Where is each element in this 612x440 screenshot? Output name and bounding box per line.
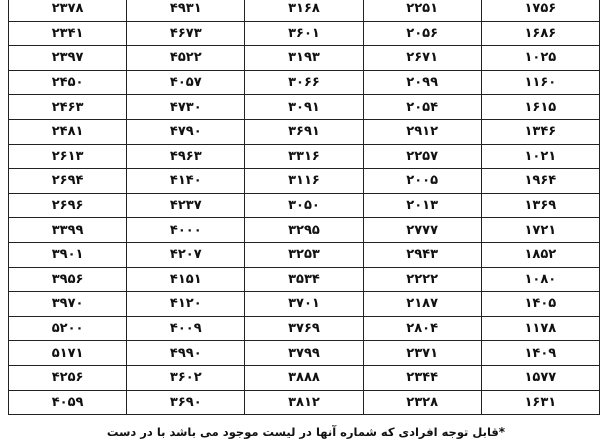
footnote-star: *	[498, 425, 506, 439]
table-cell: ۳۸۸۸	[245, 365, 363, 390]
table-cell: ۱۳۶۹	[481, 193, 599, 218]
table-cell: ۲۲۵۱	[363, 0, 481, 21]
table-row	[9, 390, 600, 415]
table-cell: ۱۰۲۵	[481, 46, 599, 71]
table-cell: ۲۴۵۰	[9, 70, 127, 95]
table-cell: ۴۲۳۷	[127, 193, 245, 218]
table-cell: ۲۲۲۲	[363, 267, 481, 292]
table-cell: ۲۳۴۴	[363, 365, 481, 390]
table-cell: ۳۹۰۱	[9, 242, 127, 267]
table-row	[9, 144, 600, 169]
table-cell: ۱۴۰۹	[481, 341, 599, 366]
table-cell: ۴۱۵۱	[127, 267, 245, 292]
table-cell: ۲۶۷۱	[363, 46, 481, 71]
table-cell: ۳۷۰۱	[245, 292, 363, 317]
table-cell: ۳۵۳۴	[245, 267, 363, 292]
table-cell: ۱۵۷۷	[481, 365, 599, 390]
table-cell: ۱۰۸۰	[481, 267, 599, 292]
table-cell: ۴۲۰۷	[127, 242, 245, 267]
table-cell: ۳۲۵۳	[245, 242, 363, 267]
table-cell: ۴۲۵۶	[9, 365, 127, 390]
table-cell: ۴۰۵۹	[9, 390, 127, 415]
footnote	[0, 424, 612, 440]
table-cell: ۱۱۶۰	[481, 70, 599, 95]
table-cell: ۲۳۴۱	[9, 21, 127, 46]
table-cell: ۴۰۰۹	[127, 316, 245, 341]
table-cell: ۳۱۱۶	[245, 169, 363, 194]
table-cell: ۱۶۱۵	[481, 95, 599, 120]
table-cell: ۱۴۰۵	[481, 292, 599, 317]
table-row	[9, 292, 600, 317]
table-cell: ۴۶۷۳	[127, 21, 245, 46]
table-cell: ۲۴۶۳	[9, 95, 127, 120]
table-cell: ۵۲۰۰	[9, 316, 127, 341]
table-row	[9, 365, 600, 390]
table-row	[9, 341, 600, 366]
table-cell: ۳۱۶۸	[245, 0, 363, 21]
table-cell: ۳۰۵۰	[245, 193, 363, 218]
table-row	[9, 119, 600, 144]
table-cell: ۳۶۹۱	[245, 119, 363, 144]
table-cell: ۲۰۰۵	[363, 169, 481, 194]
table-cell: ۲۶۱۳	[9, 144, 127, 169]
table-row	[9, 0, 600, 21]
table-cell: ۳۶۰۲	[127, 365, 245, 390]
table-cell: ۳۳۱۶	[245, 144, 363, 169]
table-cell: ۵۱۷۱	[9, 341, 127, 366]
table-row	[9, 46, 600, 71]
table-cell: ۱۹۶۴	[481, 169, 599, 194]
table-row	[9, 316, 600, 341]
table-cell: ۲۳۹۷	[9, 46, 127, 71]
table-cell: ۲۶۹۶	[9, 193, 127, 218]
table-row	[9, 267, 600, 292]
table-cell: ۳۶۹۰	[127, 390, 245, 415]
table-cell: ۲۰۵۴	[363, 95, 481, 120]
table-cell: ۲۰۱۳	[363, 193, 481, 218]
table-cell: ۱۸۵۲	[481, 242, 599, 267]
footnote-text: قابل توجه افرادی که شماره آنها در لیست موجود می باشد با در دست	[106, 425, 499, 439]
table-cell: ۱۱۷۸	[481, 316, 599, 341]
table-cell: ۲۳۷۱	[363, 341, 481, 366]
table-cell: ۳۰۹۱	[245, 95, 363, 120]
table-cell: ۱۷۲۱	[481, 218, 599, 243]
table-cell: ۴۷۳۰	[127, 95, 245, 120]
table-row	[9, 95, 600, 120]
table-cell: ۳۲۹۵	[245, 218, 363, 243]
table-cell: ۱۶۳۱	[481, 390, 599, 415]
table-row	[9, 70, 600, 95]
table-cell: ۴۱۲۰	[127, 292, 245, 317]
table-cell: ۴۵۲۲	[127, 46, 245, 71]
table-cell: ۳۷۶۹	[245, 316, 363, 341]
table-cell: ۳۳۹۹	[9, 218, 127, 243]
table-cell: ۱۶۸۶	[481, 21, 599, 46]
table-cell: ۳۹۵۶	[9, 267, 127, 292]
table-cell: ۲۹۱۲	[363, 119, 481, 144]
table-row	[9, 169, 600, 194]
table-cell: ۲۱۸۷	[363, 292, 481, 317]
table-cell: ۳۹۷۰	[9, 292, 127, 317]
number-table-body	[9, 0, 600, 415]
table-cell: ۴۹۳۱	[127, 0, 245, 21]
table-cell: ۲۹۴۳	[363, 242, 481, 267]
table-row	[9, 218, 600, 243]
table-cell: ۴۰۵۷	[127, 70, 245, 95]
table-cell: ۱۷۵۶	[481, 0, 599, 21]
table-cell: ۲۲۵۷	[363, 144, 481, 169]
table-cell: ۱۰۲۱	[481, 144, 599, 169]
table-cell: ۲۴۸۱	[9, 119, 127, 144]
table-cell: ۲۳۲۸	[363, 390, 481, 415]
table-cell: ۲۰۹۹	[363, 70, 481, 95]
table-cell: ۳۶۰۱	[245, 21, 363, 46]
table-row	[9, 242, 600, 267]
table-cell: ۴۰۰۰	[127, 218, 245, 243]
table-cell: ۲۳۷۸	[9, 0, 127, 21]
table-cell: ۴۷۹۰	[127, 119, 245, 144]
table-row	[9, 193, 600, 218]
table-cell: ۲۰۵۶	[363, 21, 481, 46]
table-cell: ۲۶۹۴	[9, 169, 127, 194]
table-cell: ۴۹۹۰	[127, 341, 245, 366]
table-cell: ۲۸۰۴	[363, 316, 481, 341]
table-cell: ۳۰۶۶	[245, 70, 363, 95]
table-cell: ۳۸۱۲	[245, 390, 363, 415]
table-row	[9, 21, 600, 46]
table-cell: ۱۳۴۶	[481, 119, 599, 144]
table-cell: ۳۷۹۹	[245, 341, 363, 366]
number-table	[8, 0, 600, 415]
table-cell: ۳۱۹۳	[245, 46, 363, 71]
table-cell: ۴۱۴۰	[127, 169, 245, 194]
table-cell: ۲۷۷۷	[363, 218, 481, 243]
table-cell: ۴۹۶۳	[127, 144, 245, 169]
